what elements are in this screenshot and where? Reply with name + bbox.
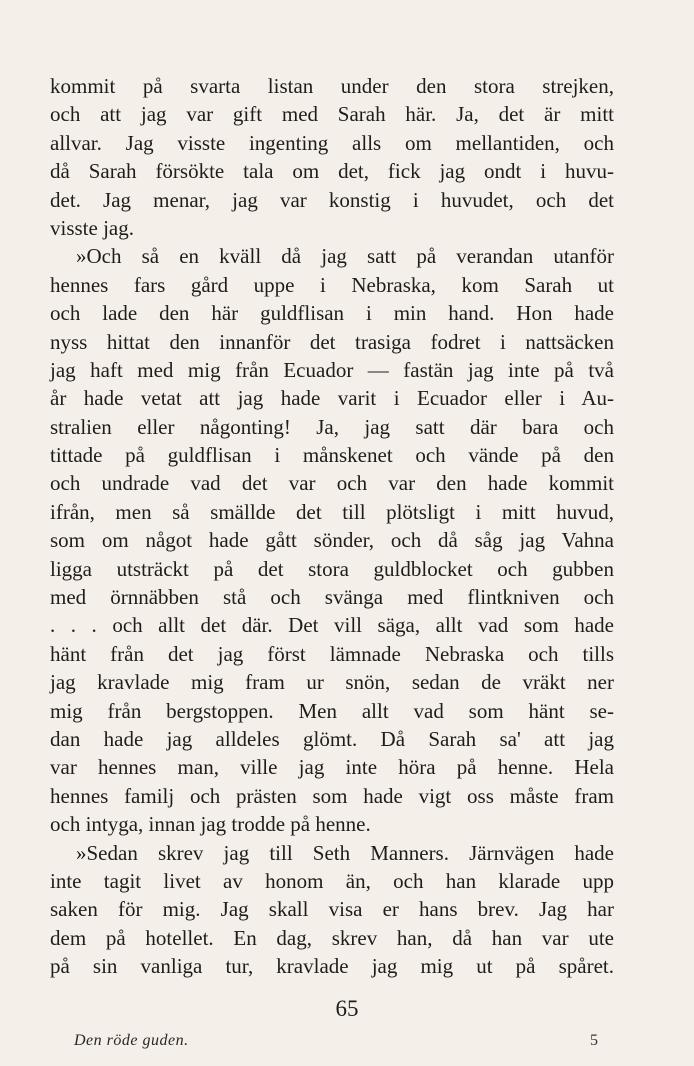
text-line: ifrån, men så smällde det till plötsligt i mitt huvud, — [50, 499, 614, 524]
page-number: 65 — [335, 996, 359, 1021]
text-line: hänt från det jag först lämnade Nebraska och tills — [50, 641, 614, 666]
text-line: hennes fars gård uppe i Nebraska, kom Sarah ut — [50, 272, 614, 297]
text-line: tittade på guldflisan i månskenet och vände på den — [50, 443, 614, 468]
text-line: . . . och allt det där. Det vill säga, allt vad som hade — [50, 613, 614, 638]
text-line: och undrade vad det var och var den hade kommit — [50, 471, 614, 496]
text-line: på sin vanliga tur, kravlade jag mig ut på spåret. — [50, 954, 614, 979]
text-line: nyss hittat den innanför det trasiga fodret i nattsäcken — [50, 329, 614, 354]
text-line: stralien eller någonting! Ja, jag satt där bara och — [50, 414, 614, 439]
text-line: och lade den här guldflisan i min hand. Hon hade — [50, 301, 614, 326]
text-line: det. Jag menar, jag var konstig i huvudet, och det — [50, 187, 614, 212]
text-line: då Sarah försökte tala om det, fick jag ondt i huvu- — [50, 159, 614, 184]
text-line: »Sedan skrev jag till Seth Manners. Järnvägen hade — [76, 840, 614, 865]
text-line: mig från bergstoppen. Men allt vad som hänt se- — [50, 698, 614, 723]
text-line: och att jag var gift med Sarah här. Ja, det är mitt — [50, 102, 614, 127]
body-text — [50, 72, 614, 981]
text-line: och intyga, innan jag trodde på henne. — [50, 812, 371, 837]
text-line: med örnnäbben stå och svänga med flintkniven och — [50, 585, 614, 610]
text-line: var hennes man, ville jag inte höra på henne. Hela — [50, 755, 614, 780]
text-line: »Och så en kväll då jag satt på verandan utanför — [76, 244, 614, 269]
text-line: dan hade jag alldeles glömt. Då Sarah sa' att jag — [50, 726, 614, 751]
text-line: visste jag. — [50, 215, 134, 240]
signature-mark: 5 — [590, 1032, 598, 1049]
footer-book-title: Den röde guden. — [74, 1032, 189, 1049]
text-line: som om något hade gått sönder, och då såg jag Vahna — [50, 528, 614, 553]
text-line: hennes familj och prästen som hade vigt oss måste fram — [50, 783, 614, 808]
text-line: inte tagit livet av honom än, och han klarade upp — [50, 868, 614, 893]
text-line: år hade vetat att jag hade varit i Ecuador eller i Au- — [50, 386, 614, 411]
text-line: kommit på svarta listan under den stora strejken, — [50, 74, 614, 98]
text-line: saken för mig. Jag skall visa er hans brev. Jag har — [50, 897, 614, 922]
text-line: allvar. Jag visste ingenting alls om mellantiden, och — [50, 130, 614, 155]
text-line: ligga utsträckt på det stora guldblocket och gubben — [50, 556, 614, 581]
text-line: dem på hotellet. En dag, skrev han, då han var ute — [50, 925, 614, 950]
text-line: jag kravlade mig fram ur snön, sedan de vräkt ner — [50, 670, 614, 695]
text-line: jag haft med mig från Ecuador — fastän jag inte på två — [50, 357, 614, 382]
